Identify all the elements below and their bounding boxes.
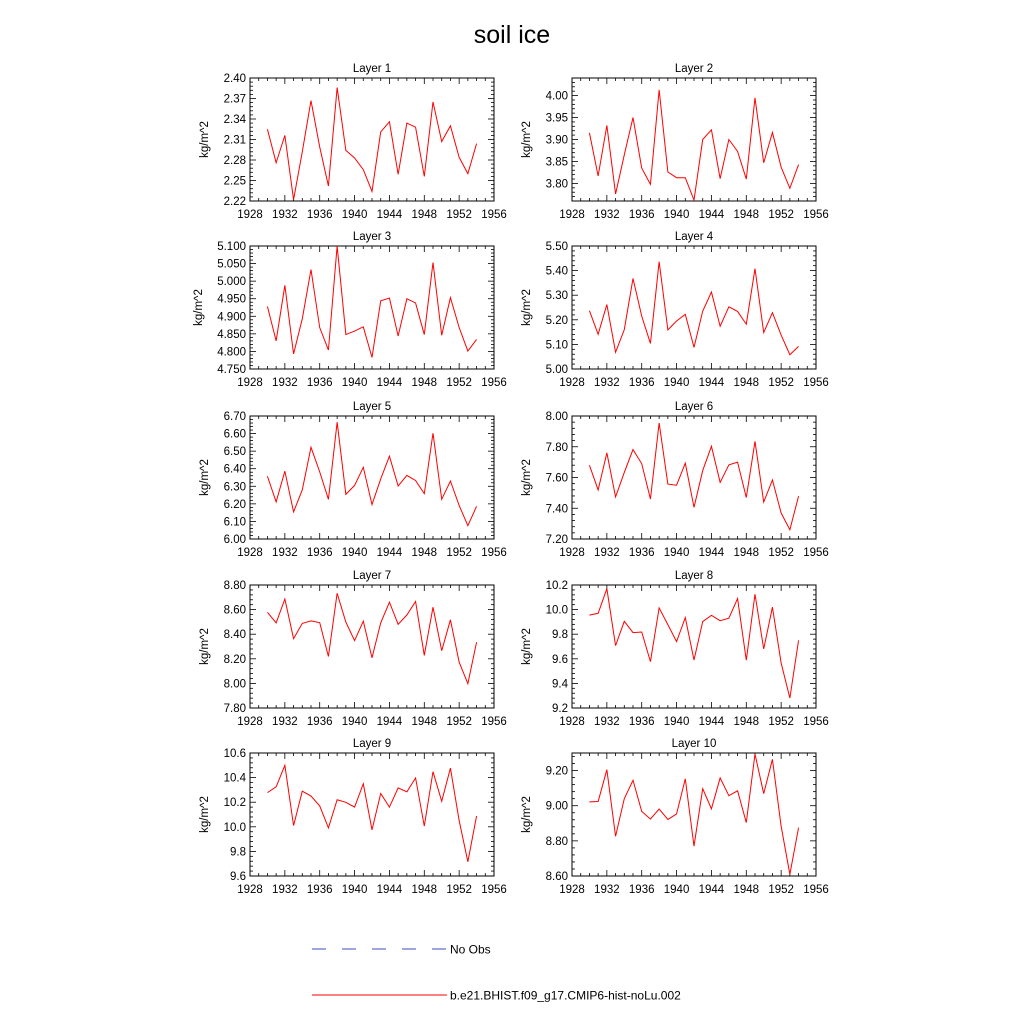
x-tick-label: 1948 [411, 209, 438, 221]
y-tick-label: 9.2 [552, 703, 568, 715]
x-tick-label: 1936 [628, 377, 655, 389]
legend-model-label: b.e21.BHIST.f09_g17.CMIP6-hist-noLu.002 [450, 988, 681, 1003]
x-tick-label: 1948 [733, 377, 760, 389]
y-axis-label: kg/m^2 [521, 459, 533, 496]
x-tick-label: 1936 [306, 547, 333, 559]
x-tick-label: 1948 [411, 716, 438, 728]
x-tick-label: 1952 [446, 377, 472, 389]
x-tick-label: 1952 [446, 716, 472, 728]
y-axis-label: kg/m^2 [199, 459, 211, 496]
panel-2 [521, 63, 829, 221]
panel-4 [521, 231, 829, 389]
x-tick-label: 1952 [768, 716, 794, 728]
y-tick-label: 9.00 [545, 800, 568, 813]
x-tick-label: 1956 [481, 209, 507, 221]
panel-title: Layer 6 [674, 401, 714, 413]
y-tick-label: 5.000 [217, 276, 246, 289]
x-tick-label: 1940 [663, 209, 690, 221]
x-tick-label: 1944 [376, 209, 403, 221]
panel-5 [199, 401, 507, 559]
x-tick-label: 1956 [803, 209, 829, 221]
x-tick-label: 1928 [559, 377, 585, 389]
panel-title: Layer 4 [674, 231, 714, 243]
x-tick-label: 1928 [237, 209, 263, 221]
series-line-1 [267, 246, 476, 357]
panel-title: Layer 9 [352, 738, 392, 750]
x-tick-label: 1932 [594, 884, 620, 896]
y-tick-label: 7.80 [223, 703, 246, 715]
y-tick-label: 10.0 [223, 821, 246, 834]
y-tick-label: 5.00 [545, 364, 568, 376]
y-tick-label: 2.28 [223, 155, 246, 167]
y-tick-label: 5.50 [545, 241, 568, 253]
x-tick-label: 1932 [272, 716, 298, 728]
panel-title: Layer 10 [671, 738, 717, 750]
y-tick-label: 8.60 [223, 604, 246, 617]
x-tick-label: 1944 [698, 547, 725, 559]
legend-obs-label: No Obs [450, 942, 491, 957]
y-tick-label: 9.8 [552, 629, 568, 642]
x-tick-label: 1936 [306, 716, 333, 728]
x-tick-label: 1944 [698, 884, 725, 896]
panel-title: Layer 3 [352, 231, 392, 243]
x-tick-label: 1932 [272, 547, 298, 559]
panel-3 [193, 231, 507, 389]
y-axis-label: kg/m^2 [521, 289, 533, 326]
series-line-1 [267, 593, 476, 683]
y-tick-label: 5.40 [545, 265, 568, 278]
x-tick-label: 1928 [559, 209, 585, 221]
y-tick-label: 10.4 [223, 772, 246, 785]
series-line-1 [589, 262, 798, 355]
x-tick-label: 1944 [376, 716, 403, 728]
panel-6 [521, 401, 829, 559]
y-tick-label: 8.60 [545, 871, 568, 883]
plot-frame [572, 416, 816, 539]
x-tick-label: 1928 [559, 716, 585, 728]
y-tick-label: 5.100 [217, 241, 246, 253]
x-tick-label: 1952 [446, 884, 472, 896]
figure-title: soil ice [473, 21, 551, 49]
y-axis-label: kg/m^2 [193, 289, 205, 326]
x-tick-label: 1944 [698, 716, 725, 728]
x-tick-label: 1948 [733, 209, 760, 221]
y-tick-label: 4.800 [217, 346, 246, 359]
panel-title: Layer 5 [352, 401, 392, 413]
y-tick-label: 6.30 [223, 481, 246, 494]
x-tick-label: 1936 [628, 209, 655, 221]
series-line-1 [589, 589, 798, 698]
x-tick-label: 1940 [341, 547, 368, 559]
y-tick-label: 5.20 [545, 314, 568, 327]
y-tick-label: 6.40 [223, 463, 246, 476]
x-tick-label: 1952 [768, 884, 794, 896]
panel-1 [199, 63, 507, 221]
y-tick-label: 3.95 [545, 112, 568, 125]
x-tick-label: 1948 [733, 884, 760, 896]
y-tick-label: 7.20 [545, 534, 568, 546]
y-tick-label: 9.4 [552, 678, 568, 691]
y-tick-label: 4.900 [217, 311, 246, 324]
x-tick-label: 1932 [272, 209, 298, 221]
series-line-1 [589, 90, 798, 200]
x-tick-label: 1928 [237, 377, 263, 389]
x-tick-label: 1940 [341, 884, 368, 896]
x-tick-label: 1928 [559, 547, 585, 559]
x-tick-label: 1928 [237, 884, 263, 896]
x-tick-label: 1940 [663, 547, 690, 559]
y-axis-label: kg/m^2 [521, 796, 533, 833]
y-tick-label: 7.40 [545, 503, 568, 516]
x-tick-label: 1948 [733, 547, 760, 559]
x-tick-label: 1936 [306, 884, 333, 896]
series-line-1 [589, 754, 798, 874]
panel-title: Layer 8 [674, 570, 714, 582]
x-tick-label: 1940 [341, 209, 368, 221]
series-line-1 [267, 765, 476, 861]
x-tick-label: 1936 [628, 884, 655, 896]
x-tick-label: 1940 [663, 716, 690, 728]
x-tick-label: 1940 [341, 716, 368, 728]
x-tick-label: 1932 [594, 716, 620, 728]
y-axis-label: kg/m^2 [521, 628, 533, 665]
y-tick-label: 2.31 [223, 134, 246, 147]
y-tick-label: 5.10 [545, 339, 568, 352]
y-tick-label: 8.40 [223, 629, 246, 642]
y-axis-label: kg/m^2 [199, 796, 211, 833]
x-tick-label: 1952 [446, 547, 472, 559]
x-tick-label: 1956 [803, 716, 829, 728]
y-tick-label: 10.2 [545, 580, 568, 592]
y-tick-label: 8.00 [545, 411, 568, 423]
y-tick-label: 7.80 [545, 441, 568, 454]
y-tick-label: 6.50 [223, 446, 246, 459]
x-tick-label: 1940 [663, 884, 690, 896]
x-tick-label: 1952 [768, 547, 794, 559]
y-tick-label: 3.90 [545, 134, 568, 147]
panels-group [193, 63, 829, 896]
y-tick-label: 2.40 [223, 73, 246, 85]
y-axis-label: kg/m^2 [199, 628, 211, 665]
x-tick-label: 1952 [768, 377, 794, 389]
x-tick-label: 1956 [803, 547, 829, 559]
y-tick-label: 10.6 [223, 748, 246, 760]
y-tick-label: 3.80 [545, 178, 568, 191]
plot-frame [250, 753, 494, 876]
y-tick-label: 7.60 [545, 472, 568, 485]
x-tick-label: 1944 [698, 377, 725, 389]
y-tick-label: 3.85 [545, 156, 568, 169]
panel-title: Layer 2 [674, 63, 714, 75]
x-tick-label: 1956 [481, 377, 507, 389]
y-tick-label: 6.00 [223, 534, 246, 546]
panel-title: Layer 1 [352, 63, 392, 75]
panel-7 [199, 570, 507, 728]
series-line-1 [267, 422, 476, 526]
x-tick-label: 1928 [559, 884, 585, 896]
y-tick-label: 2.25 [223, 175, 246, 188]
plot-frame [572, 246, 816, 369]
y-tick-label: 5.30 [545, 290, 568, 303]
x-tick-label: 1932 [594, 547, 620, 559]
x-tick-label: 1936 [306, 377, 333, 389]
series-line-1 [589, 423, 798, 530]
y-tick-label: 2.34 [223, 114, 246, 126]
x-tick-label: 1948 [411, 884, 438, 896]
x-tick-label: 1948 [411, 547, 438, 559]
x-tick-label: 1932 [272, 884, 298, 896]
x-tick-label: 1944 [376, 884, 403, 896]
x-tick-label: 1944 [376, 377, 403, 389]
y-tick-label: 9.6 [230, 871, 246, 883]
y-tick-label: 9.20 [545, 765, 568, 778]
x-tick-label: 1928 [237, 547, 263, 559]
y-tick-label: 2.37 [223, 93, 246, 106]
x-tick-label: 1940 [663, 377, 690, 389]
x-tick-label: 1952 [446, 209, 472, 221]
y-tick-label: 9.6 [552, 653, 568, 666]
panel-8 [521, 570, 829, 728]
x-tick-label: 1944 [698, 209, 725, 221]
plot-frame [250, 78, 494, 201]
x-tick-label: 1956 [803, 377, 829, 389]
y-tick-label: 5.050 [217, 258, 246, 271]
legend [312, 943, 681, 1003]
x-tick-label: 1936 [628, 547, 655, 559]
y-tick-label: 9.8 [230, 846, 246, 859]
x-tick-label: 1940 [341, 377, 368, 389]
x-tick-label: 1932 [594, 209, 620, 221]
plot-frame [572, 585, 816, 708]
y-axis-label: kg/m^2 [199, 121, 211, 158]
y-tick-label: 10.0 [545, 604, 568, 617]
y-tick-label: 8.80 [223, 580, 246, 592]
panel-9 [199, 738, 507, 896]
y-tick-label: 8.00 [223, 678, 246, 691]
plot-frame [250, 246, 494, 369]
y-tick-label: 4.00 [545, 90, 568, 103]
x-tick-label: 1932 [594, 377, 620, 389]
y-tick-label: 4.750 [217, 364, 246, 376]
y-tick-label: 8.20 [223, 653, 246, 666]
panel-title: Layer 7 [352, 570, 392, 582]
x-tick-label: 1948 [733, 716, 760, 728]
x-tick-label: 1932 [272, 377, 298, 389]
plot-frame [250, 585, 494, 708]
y-tick-label: 6.70 [223, 411, 246, 423]
y-tick-label: 4.950 [217, 293, 246, 306]
x-tick-label: 1928 [237, 716, 263, 728]
x-tick-label: 1956 [481, 884, 507, 896]
series-line-1 [267, 88, 476, 200]
panel-10 [521, 738, 829, 896]
x-tick-label: 1936 [628, 716, 655, 728]
x-tick-label: 1956 [481, 547, 507, 559]
y-tick-label: 6.60 [223, 428, 246, 441]
x-tick-label: 1952 [768, 209, 794, 221]
x-tick-label: 1956 [481, 716, 507, 728]
y-axis-label: kg/m^2 [521, 121, 533, 158]
x-tick-label: 1944 [376, 547, 403, 559]
y-tick-label: 8.80 [545, 835, 568, 848]
y-tick-label: 4.850 [217, 328, 246, 341]
y-tick-label: 2.22 [223, 196, 246, 208]
x-tick-label: 1956 [803, 884, 829, 896]
x-tick-label: 1948 [411, 377, 438, 389]
x-tick-label: 1936 [306, 209, 333, 221]
y-tick-label: 10.2 [223, 797, 246, 810]
y-tick-label: 6.20 [223, 498, 246, 511]
y-tick-label: 6.10 [223, 516, 246, 529]
